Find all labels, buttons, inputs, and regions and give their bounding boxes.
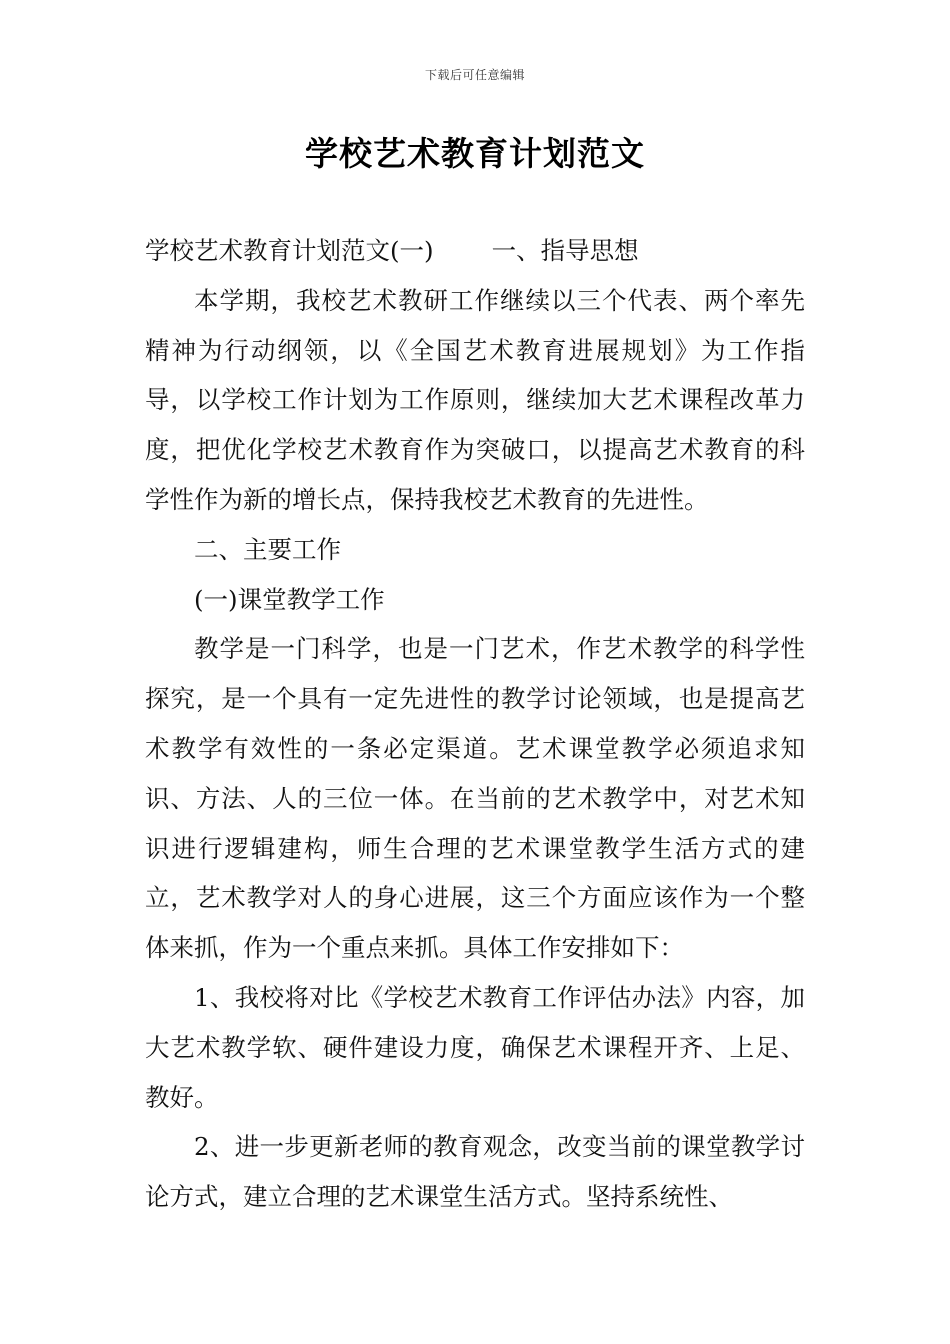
section-heading-main-work: 二、主要工作	[194, 534, 341, 564]
list-item-2: 2、进一步更新老师的教育观念，改变当前的课堂教学讨论方式，建立合理的艺术课堂生活方式。坚持系统性、	[145, 1132, 805, 1212]
paragraph-classroom-teaching: 教学是一门科学，也是一门艺术，作艺术教学的科学性探究，是一个具有一定先进性的教学讨论领域，也是提高艺术教学有效性的一条必定渠道。艺术课堂教学必须追求知识、方法、人的三位一体。在当前的艺术教学中，对艺术知识进行逻辑建构，师生合理的艺术课堂教学生活方式的建立，艺术教学对人的身心进展，这三个方面应该作为一个整体来抓，作为一个重点来抓。具体工作安排如下：	[145, 634, 805, 963]
section-heading-guiding-thought: 一、指导思想	[491, 236, 639, 265]
subtitle: 学校艺术教育计划范文(一)	[145, 236, 434, 265]
document-body	[145, 226, 805, 1222]
subsection-heading-classroom-teaching: (一)课堂教学工作	[194, 584, 385, 614]
intro-line	[145, 226, 805, 276]
paragraph-guiding-thought: 本学期，我校艺术教研工作继续以三个代表、两个率先精神为行动纲领，以《全国艺术教育进展规划》为工作指导，以学校工作计划为工作原则，继续加大艺术课程改革力度，把优化学校艺术教育作为突破口，以提高艺术教育的科学性作为新的增长点，保持我校艺术教育的先进性。	[145, 285, 805, 514]
list-item-1: 1、我校将对比《学校艺术教育工作评估办法》内容，加大艺术教学软、硬件建设力度，确保艺术课程开齐、上足、教好。	[145, 982, 805, 1112]
page-header-note: 下载后可任意编辑	[424, 68, 525, 82]
document-title: 学校艺术教育计划范文	[305, 134, 645, 173]
